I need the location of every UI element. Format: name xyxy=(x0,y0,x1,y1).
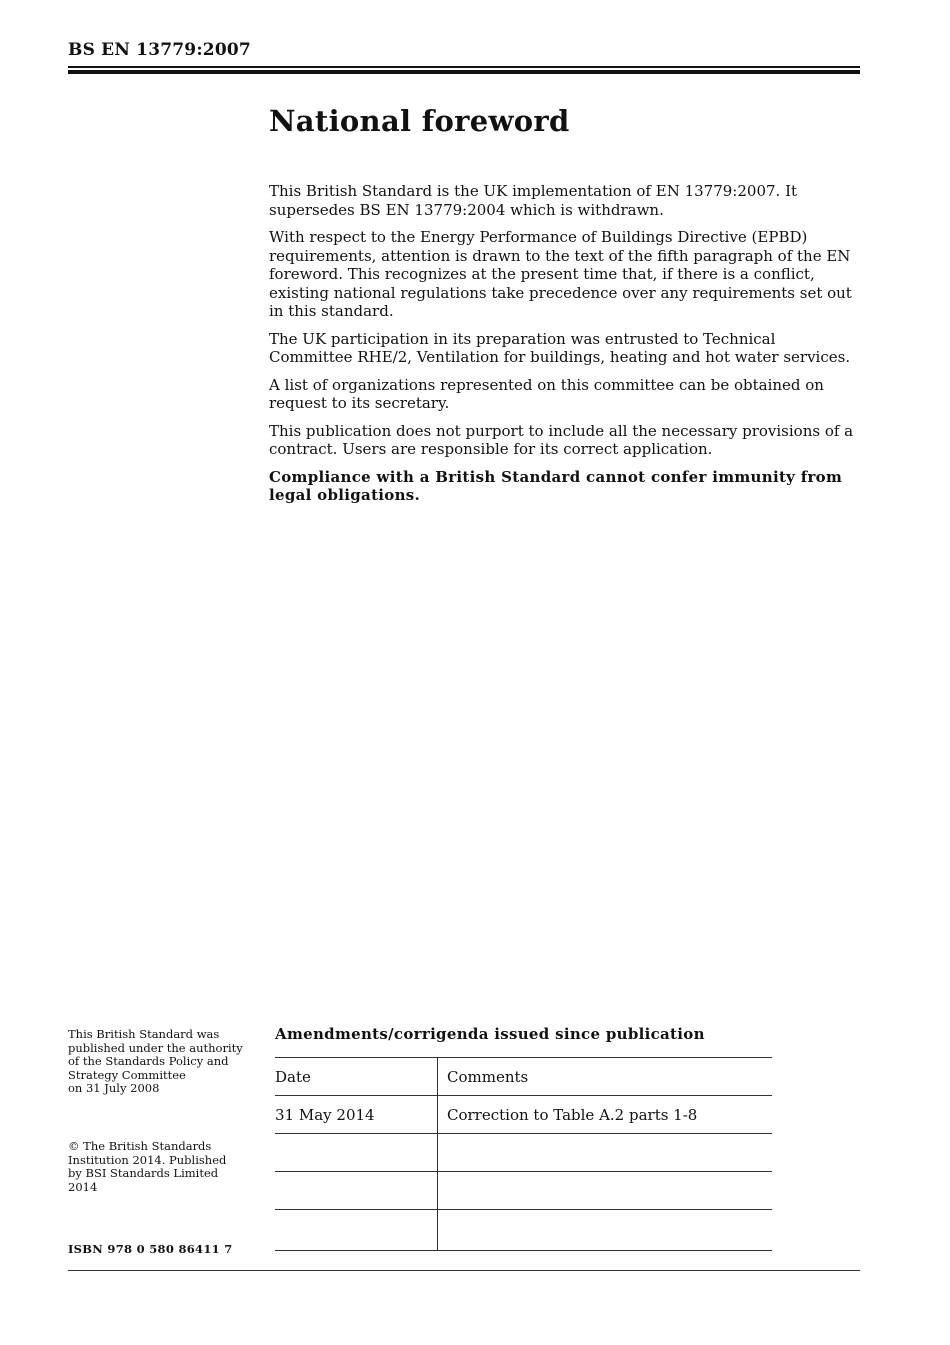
authority-line: of the Standards Policy and xyxy=(68,1054,229,1069)
paragraph-committee: The UK participation in its preparation was entrusted to Technical Committee RHE/2, Ventilation for buildings, heating and hot water services. xyxy=(269,329,851,366)
isbn: ISBN 978 0 580 86411 7 xyxy=(68,1242,233,1256)
table-row xyxy=(275,1172,772,1210)
cell-comment xyxy=(438,1172,773,1210)
foreword-body xyxy=(269,182,857,514)
copyright-notice xyxy=(68,1140,258,1194)
authority-line: Strategy Committee xyxy=(68,1067,186,1082)
authority-line: on 31 July 2008 xyxy=(68,1081,160,1096)
cell-date xyxy=(275,1134,438,1172)
publication-authority xyxy=(68,1028,258,1096)
cell-comment xyxy=(438,1134,773,1172)
page-title: National foreword xyxy=(269,104,570,138)
authority-line: published under the authority xyxy=(68,1040,243,1055)
cell-date xyxy=(275,1172,438,1210)
table-row xyxy=(275,1096,772,1134)
footer-rule xyxy=(68,1270,860,1271)
table-row xyxy=(275,1210,772,1251)
amendments-table xyxy=(275,1057,772,1251)
paragraph-compliance: Compliance with a British Standard cannot confer immunity from legal obligations. xyxy=(269,467,843,504)
cell-comment: Correction to Table A.2 parts 1-8 xyxy=(438,1096,773,1134)
copyright-line: Institution 2014. Published xyxy=(68,1152,227,1167)
header-rule xyxy=(68,66,860,74)
table-row xyxy=(275,1134,772,1172)
copyright-line: 2014 xyxy=(68,1179,98,1194)
copyright-line: by BSI Standards Limited xyxy=(68,1166,219,1181)
standard-code: BS EN 13779:2007 xyxy=(68,40,251,60)
cell-date: 31 May 2014 xyxy=(275,1096,438,1134)
cell-date xyxy=(275,1210,438,1251)
cell-comment xyxy=(438,1210,773,1251)
paragraph-provisions: This publication does not purport to include all the necessary provisions of a contract. Users are responsible for its correct application. xyxy=(269,421,854,458)
copyright-line: © The British Standards xyxy=(68,1139,212,1153)
authority-line: This British Standard was xyxy=(68,1027,220,1041)
column-header-comments: Comments xyxy=(438,1058,773,1096)
paragraph-implementation: This British Standard is the UK implementation of EN 13779:2007. It supersedes BS EN 13779:2004 which is withdrawn. xyxy=(269,182,798,219)
table-header-row xyxy=(275,1058,772,1096)
paragraph-organizations: A list of organizations represented on this committee can be obtained on request to its secretary. xyxy=(269,375,824,412)
column-header-date: Date xyxy=(275,1058,438,1096)
amendments-title: Amendments/corrigenda issued since publication xyxy=(275,1025,705,1043)
paragraph-epbd: With respect to the Energy Performance of Buildings Directive (EPBD) requirements, attention is drawn to the text of the fifth paragraph of the EN foreword. This recognizes at the present time that, if there is a conflict, existing national regulations take precedence over any requirements set out in this standard. xyxy=(269,228,852,320)
